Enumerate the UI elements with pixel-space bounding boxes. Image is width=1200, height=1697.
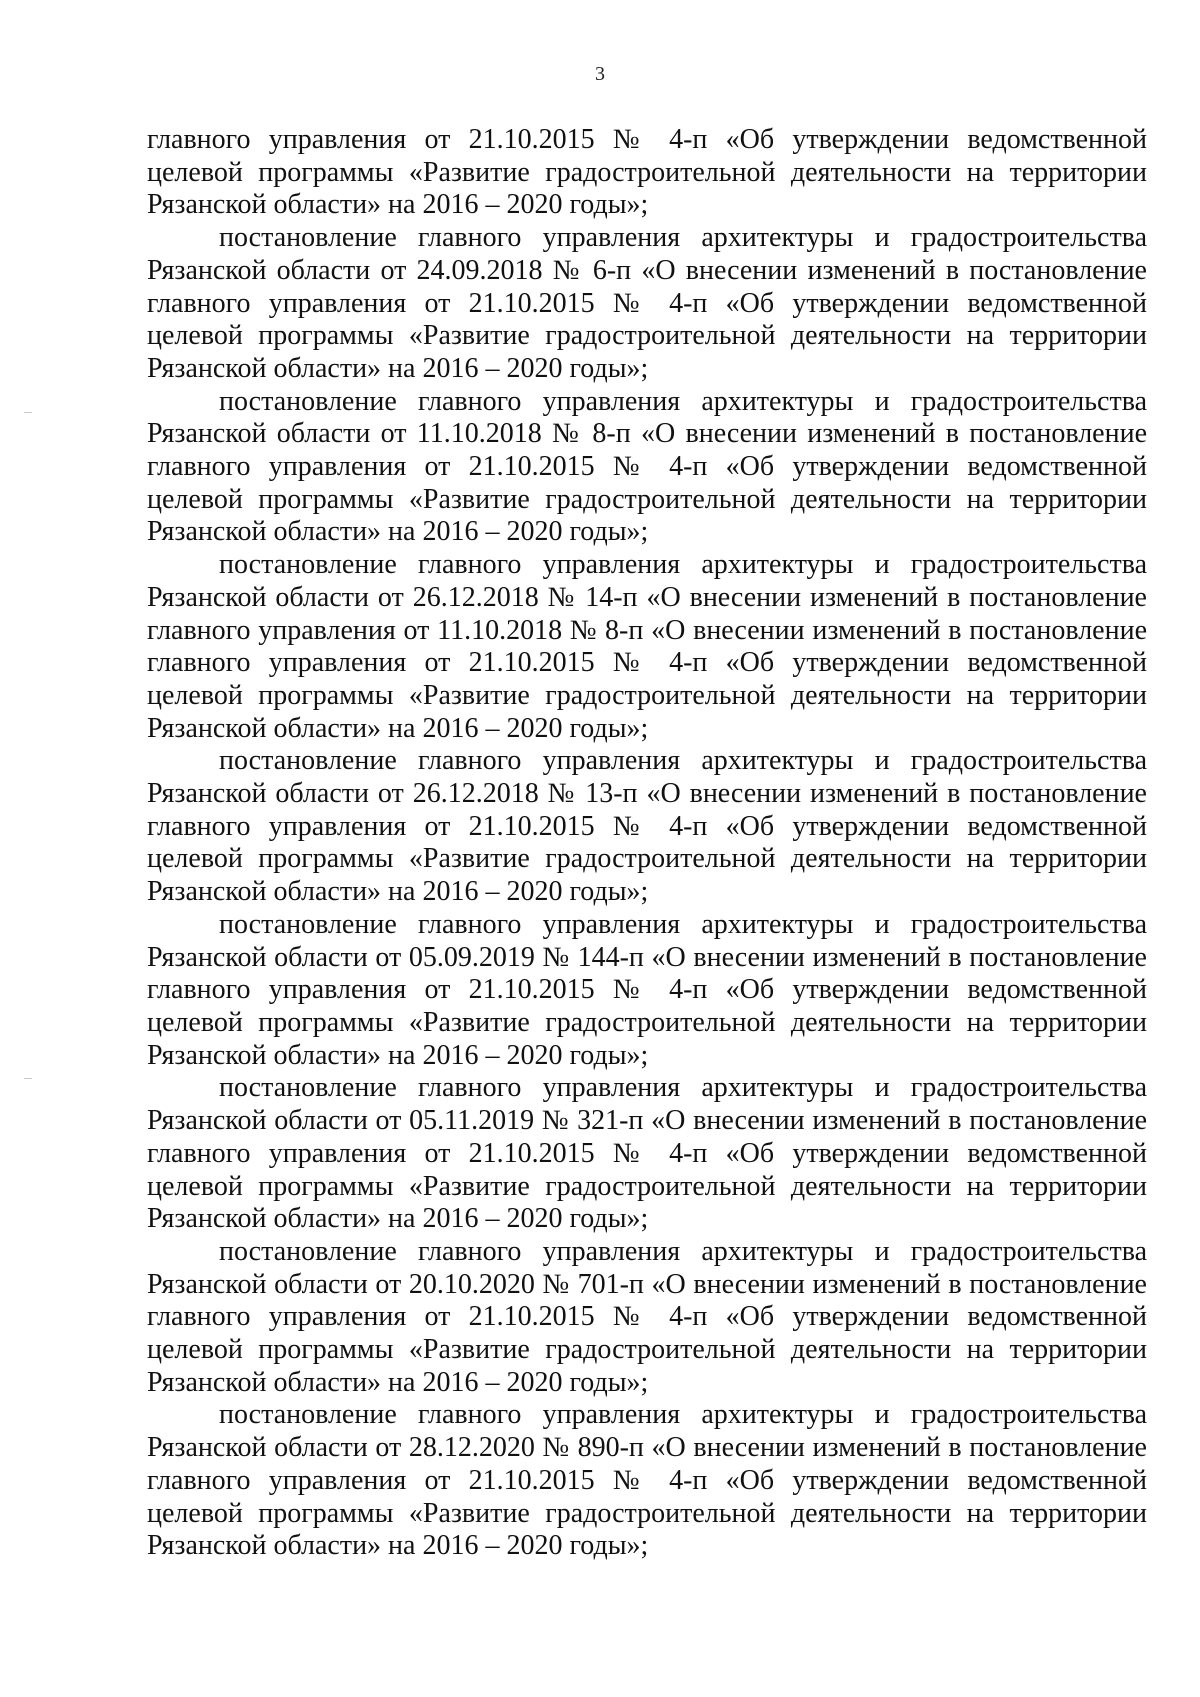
scan-artifact — [24, 412, 32, 413]
document-body — [147, 124, 1147, 1563]
paragraph-7: постановление главного управления архитектуры и градостроительства Рязанской области от 05.11.2019 № 321-п «О внесении изменений в постановление главного управления от 21.10.2015 № 4-п «Об утверждении ведомственной целевой программы «Развитие градостроительной деятельности на территории Рязанской области» на 2016 – 2020 годы»; — [147, 1072, 1147, 1235]
paragraph-5: постановление главного управления архитектуры и градостроительства Рязанской области от 26.12.2018 № 13-п «О внесении изменений в постановление главного управления от 21.10.2015 № 4-п «Об утверждении ведомственной целевой программы «Развитие градостроительной деятельности на территории Рязанской области» на 2016 – 2020 годы»; — [147, 745, 1147, 908]
paragraph-3: постановление главного управления архитектуры и градостроительства Рязанской области от 11.10.2018 № 8-п «О внесении изменений в постановление главного управления от 21.10.2015 № 4-п «Об утверждении ведомственной целевой программы «Развитие градостроительной деятельности на территории Рязанской области» на 2016 – 2020 годы»; — [147, 385, 1147, 548]
paragraph-9: постановление главного управления архитектуры и градостроительства Рязанской области от 28.12.2020 № 890-п «О внесении изменений в постановление главного управления от 21.10.2015 № 4-п «Об утверждении ведомственной целевой программы «Развитие градостроительной деятельности на территории Рязанской области» на 2016 – 2020 годы»; — [147, 1399, 1147, 1562]
paragraph-6: постановление главного управления архитектуры и градостроительства Рязанской области от 05.09.2019 № 144-п «О внесении изменений в постановление главного управления от 21.10.2015 № 4-п «Об утверждении ведомственной целевой программы «Развитие градостроительной деятельности на территории Рязанской области» на 2016 – 2020 годы»; — [147, 908, 1147, 1071]
paragraph-8: постановление главного управления архитектуры и градостроительства Рязанской области от 20.10.2020 № 701-п «О внесении изменений в постановление главного управления от 21.10.2015 № 4-п «Об утверждении ведомственной целевой программы «Развитие градостроительной деятельности на территории Рязанской области» на 2016 – 2020 годы»; — [147, 1235, 1147, 1398]
paragraph-2: постановление главного управления архитектуры и градостроительства Рязанской области от 24.09.2018 № 6-п «О внесении изменений в постановление главного управления от 21.10.2015 № 4-п «Об утверждении ведомственной целевой программы «Развитие градостроительной деятельности на территории Рязанской области» на 2016 – 2020 годы»; — [147, 222, 1147, 384]
paragraph-4: постановление главного управления архитектуры и градостроительства Рязанской области от 26.12.2018 № 14-п «О внесении изменений в постановление главного управления от 11.10.2018 № 8-п «О внесении изменений в постановление главного управления от 21.10.2015 № 4-п «Об утверждении ведомственной целевой программы «Развитие градостроительной деятельности на территории Рязанской области» на 2016 – 2020 годы»; — [147, 549, 1147, 744]
paragraph-1: главного управления от 21.10.2015 № 4-п «Об утверждении ведомственной целевой программы «Развитие градостроительной деятельности на территории Рязанской области» на 2016 – 2020 годы»; — [147, 124, 1147, 221]
scan-artifact — [24, 1078, 32, 1079]
page-number: 3 — [595, 63, 605, 85]
